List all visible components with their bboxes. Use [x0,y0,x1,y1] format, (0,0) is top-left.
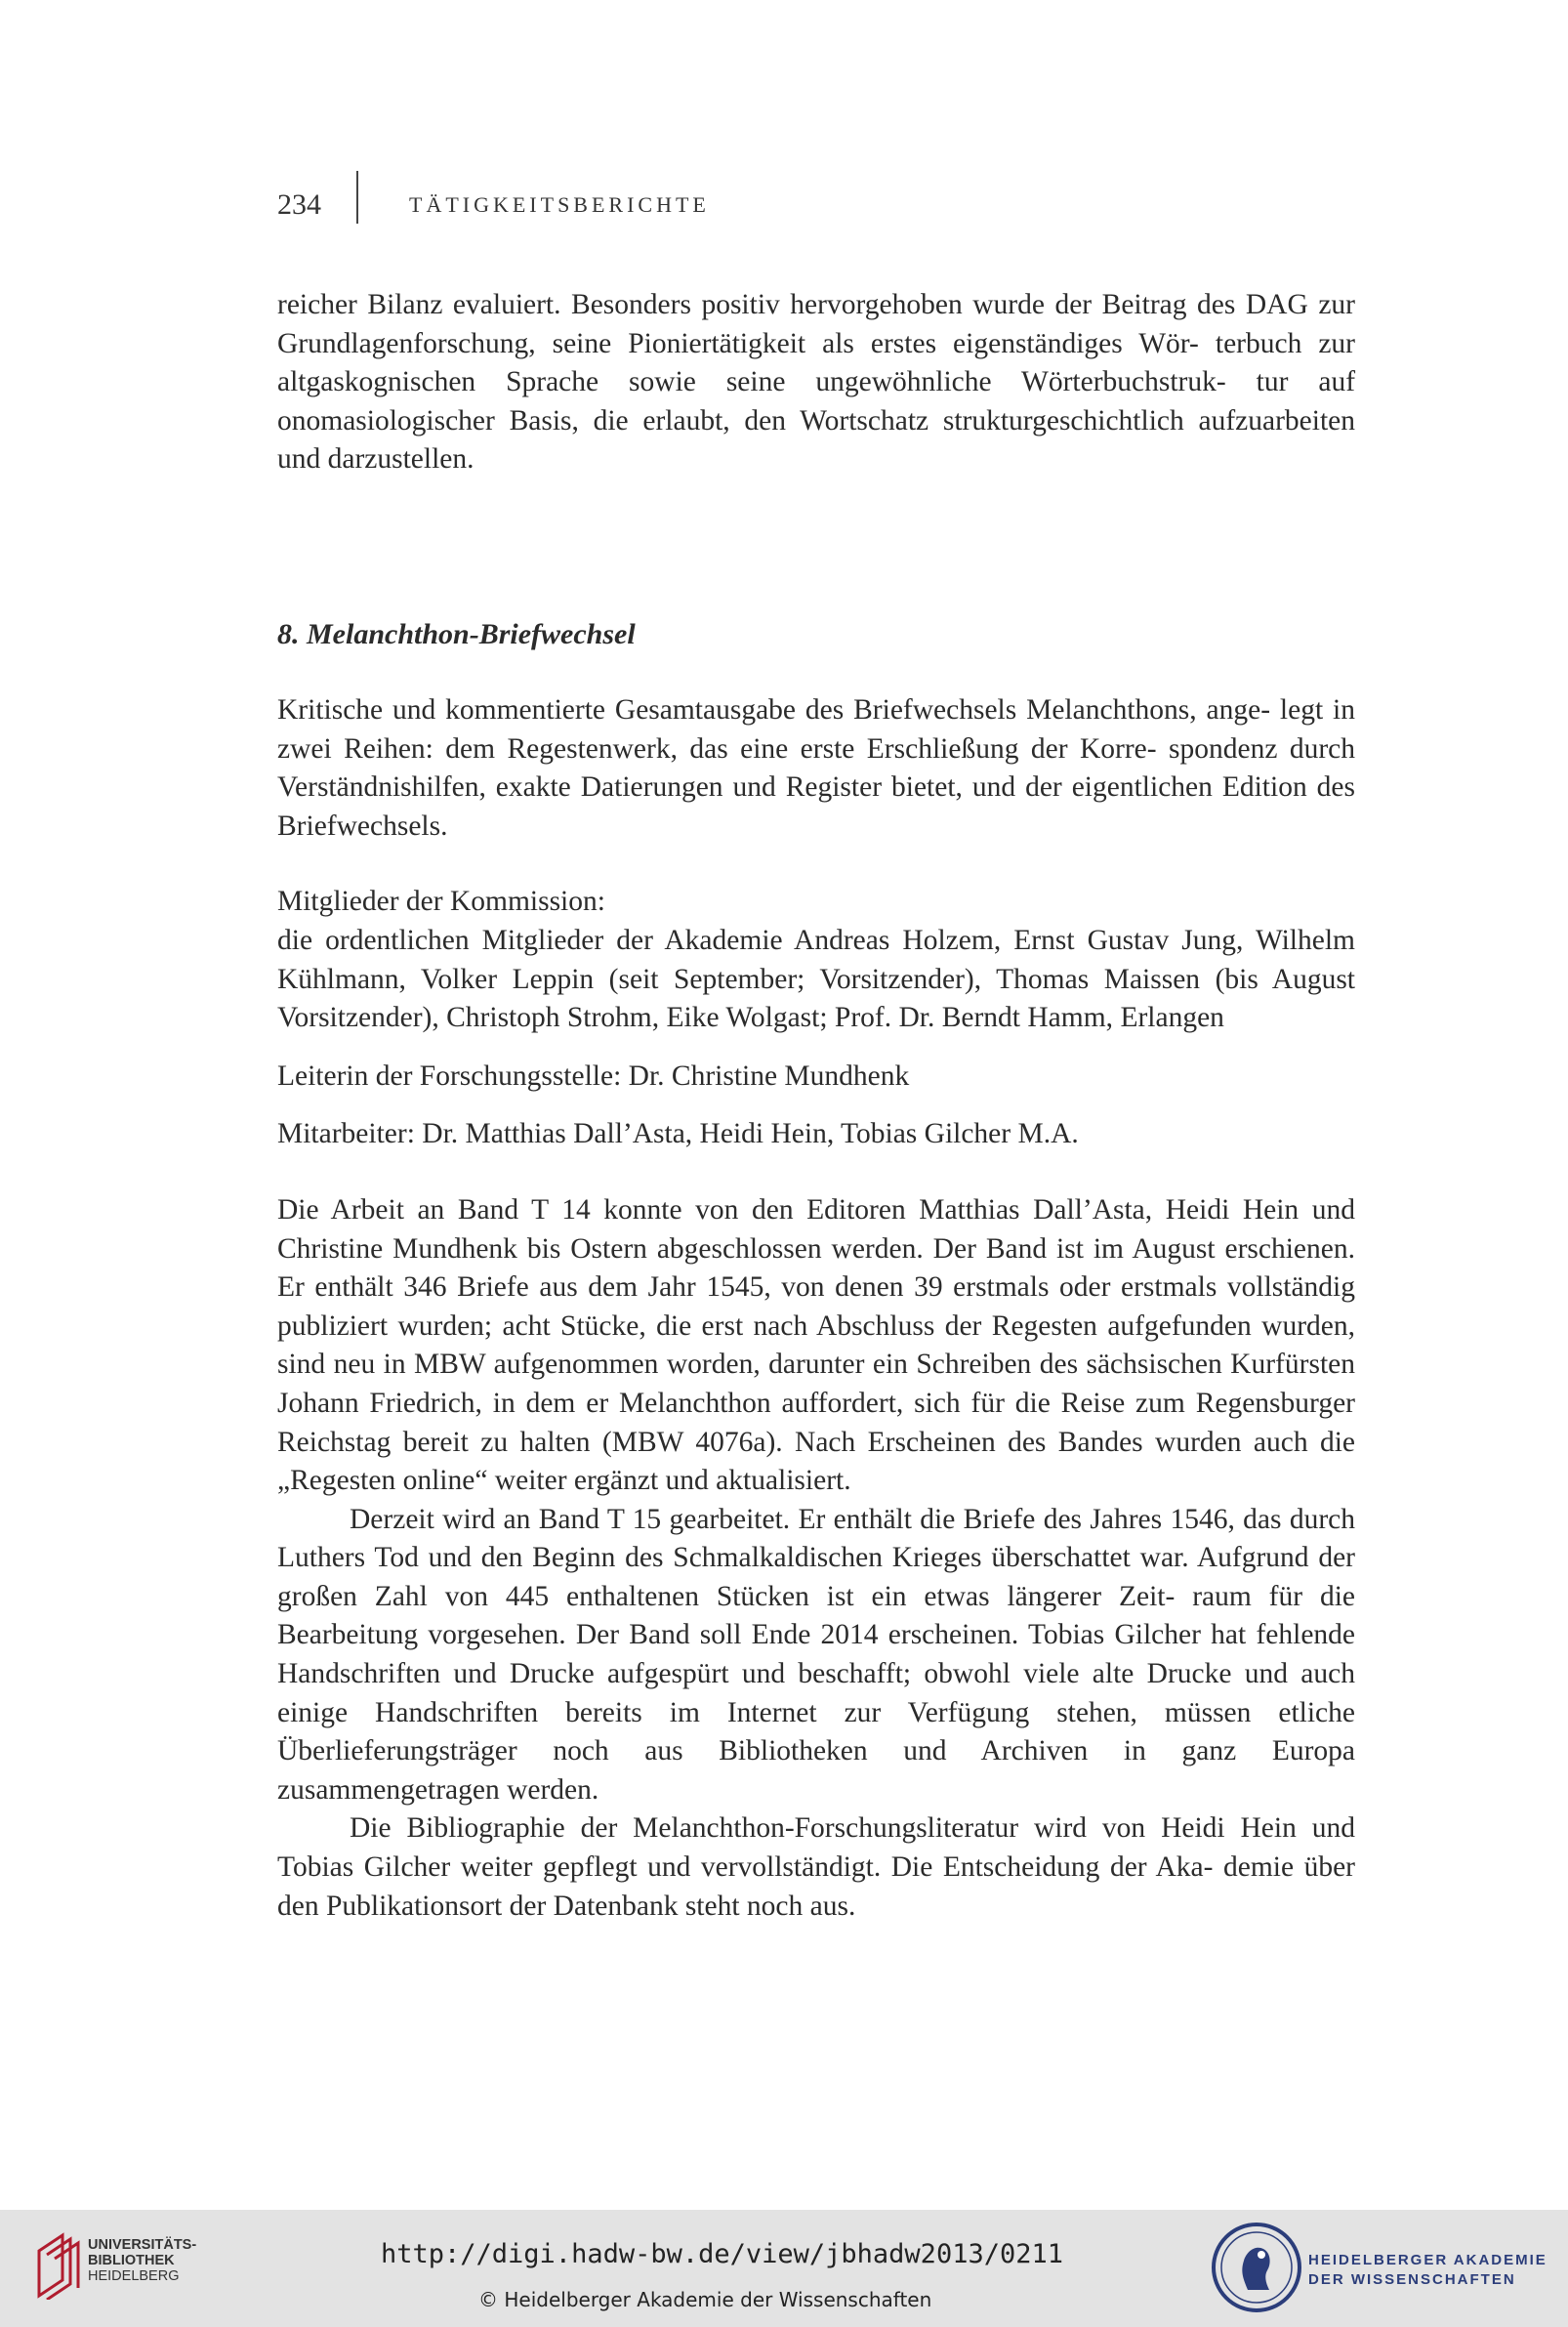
copyright-notice: © Heidelberger Akademie der Wissenschaften [478,2288,932,2311]
intro-paragraph [277,286,1355,479]
logo-line: BIBLIOTHEK [88,2253,175,2268]
text-line: auffordert, sich für die Reise zum Regensburger Reichstag bereit zu halten (MBW [277,1387,1355,1458]
text-line: Die Arbeit an Band T 14 konnte von den Editoren Matthias Dall’Asta, Heidi Hein [277,1193,1312,1226]
text-line: Die Bibliographie der Melanchthon-Forschungsliteratur wird von Heidi Hein [350,1812,1312,1845]
academy-logo [1211,2222,1562,2315]
academy-seal-icon [1211,2222,1302,2313]
members-label: Mitglieder der Kommission: [277,886,605,918]
section-melanchthon [277,615,1355,1926]
text-line: demie über den Publikationsort der Datenbank steht noch aus. [277,1851,1355,1922]
text-line: terbuch zur altgaskognischen Sprache sowie seine ungewöhnliche Wörterbuchstruk- [277,327,1356,398]
text-line: ganz Europa zusammengetragen werden. [277,1735,1356,1806]
text-line: reicher Bilanz evaluiert. Besonders positiv hervorgehoben wurde der Beitrag des [277,289,1246,320]
text-line: Erlangen [1120,1002,1224,1034]
text-line: Regesten aufgefunden wurden, sind neu in MBW aufgenommen worden, darunter [277,1309,1355,1381]
university-library-logo [35,2231,230,2302]
logo-line: HEIDELBERGER AKADEMIE [1308,2252,1547,2268]
text-line: erstmals vollständig publiziert wurden; acht Stücke, die erst nach Abschluss der [277,1271,1356,1342]
text-line: aufzuarbeiten und darzustellen. [277,404,1355,476]
running-title: TÄTIGKEITSBERICHTE [409,192,710,217]
header-divider [356,171,358,224]
text-line: Gilcher hat fehlende Handschriften und Drucke aufgespürt und beschafft; obwohl [277,1619,1356,1690]
text-line: spondenz durch Verständnishilfen, exakte Datierungen und Register bietet, und der [277,732,1356,804]
logo-line: DER WISSENSCHAFTEN [1308,2271,1516,2288]
text-line: ergänzt und aktualisiert. [573,1465,851,1497]
head-of-research: Leiterin der Forschungsstelle: Dr. Christine Mundhenk [277,1060,910,1092]
text-line: erschienen. Er enthält 346 Briefe aus dem Jahr 1545, von denen 39 erstmals oder [277,1232,1355,1304]
text-line: tur auf onomasiologischer Basis, die erlaubt, den Wortschatz strukturgeschichtlich [277,366,1356,436]
text-line: 4076a). Nach Erscheinen des Bandes wurden auch die „Regesten online“ weiter [277,1426,1355,1497]
text-line: legt in zwei Reihen: dem Regestenwerk, das eine erste Erschließung der Korre- [277,694,1355,765]
paragraph-band-t14 [277,1191,1355,1501]
academy-logo-text [1308,2251,1547,2290]
section-description [277,691,1355,846]
members-list [277,922,1355,1038]
text-line: stehen, müssen etliche Überlieferungsträger noch aus Bibliotheken und Archiven in [277,1696,1355,1767]
paragraph-bibliography [277,1809,1355,1926]
permalink-url[interactable]: http://digi.hadw-bw.de/view/jbhadw2013/0211 [381,2239,1063,2269]
running-head [277,184,1156,227]
library-logo-icon [35,2231,82,2300]
text-line: Wilhelm Kühlmann, Volker Leppin (seit September; Vorsitzender), Thomas Maissen [277,924,1355,995]
logo-line: UNIVERSITÄTS- [88,2237,197,2253]
text-line: ein Schreiben des sächsischen Kurfürsten Johann Friedrich, in dem er Melanchthon [277,1349,1355,1419]
text-line: raum für die Bearbeitung vorgesehen. Der Band soll Ende 2014 erscheinen. Tobias [277,1580,1355,1651]
footer-bar [0,2210,1568,2327]
page-number: 234 [277,188,321,221]
text-line: Aufgrund der großen Zahl von 445 enthaltenen Stücken ist ein etwas längerer Zeit- [277,1542,1355,1612]
intro-text [277,286,1355,479]
text-line: DAG zur Grundlagenforschung, seine Pioniertätigkeit als erstes eigenständiges Wör- [277,289,1355,359]
text-line: und Tobias Gilcher weiter gepflegt und vervollständigt. Die Entscheidung der Aka- [277,1812,1355,1884]
text-line: und Christine Mundhenk bis Ostern abgeschlossen werden. Der Band ist im August [277,1193,1355,1265]
text-line: die ordentlichen Mitglieder der Akademie Andreas Holzem, Ernst Gustav Jung, [277,924,1256,956]
text-line: Kritische und kommentierte Gesamtausgabe des Briefwechsels Melanchthons, ange- [277,694,1271,726]
text-line: durch Luthers Tod und den Beginn des Schmalkaldischen Krieges überschattet war. [277,1503,1355,1574]
staff-list: Mitarbeiter: Dr. Matthias Dall’Asta, Heidi Hein, Tobias Gilcher M.A. [277,1118,1079,1150]
paragraph-band-t15 [277,1501,1355,1810]
text-line: eigentlichen Edition des Briefwechsels. [277,771,1355,842]
text-line: viele alte Drucke und auch einige Handschriften bereits im Internet zur Verfügung [277,1658,1355,1728]
library-logo-text [88,2237,196,2284]
text-line: (bis August Vorsitzender), Christoph Strohm, Eike Wolgast; Prof. Dr. Berndt Hamm, [277,963,1355,1034]
text-line: Derzeit wird an Band T 15 gearbeitet. Er enthält die Briefe des Jahres 1546, das [350,1503,1290,1535]
logo-line: HEIDELBERG [88,2268,180,2284]
section-heading: 8. Melanchthon-Briefwechsel [277,618,636,650]
